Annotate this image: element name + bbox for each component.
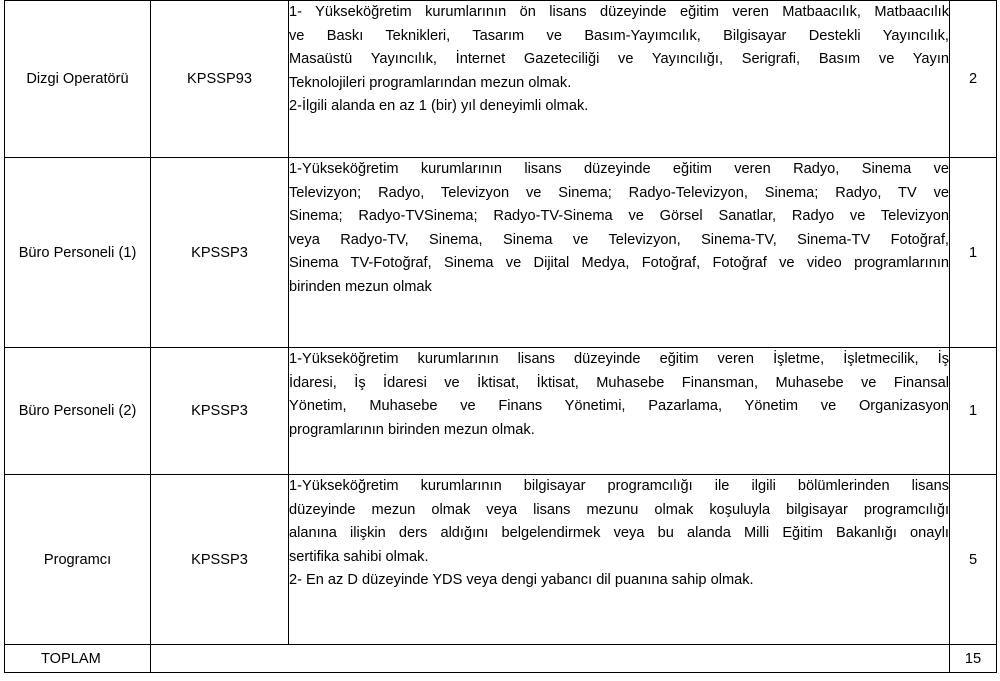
- requirement-line: Sinema TV-Fotoğraf, Sinema ve Dijital Medya, Fotoğraf, Fotoğraf ve video programlarının: [289, 255, 949, 272]
- score-type: KPSSP3: [151, 475, 289, 645]
- total-label: TOPLAM: [5, 645, 151, 673]
- requirement-line: 1-Yükseköğretim kurumlarının bilgisayar programcılığı ile ilgili bölümlerinden lisans: [289, 478, 949, 494]
- position-title: Programcı: [5, 475, 151, 645]
- requirement-line: sertifika sahibi olmak.: [289, 548, 429, 565]
- requirement-line: Sinema; Radyo-TVSinema; Radyo-TV-Sinema ve Görsel Sanatlar, Radyo ve Televizyon: [289, 208, 949, 225]
- requirement-line: alanına ilişkin ders aldığını belgelendirmek veya bu alanda Milli Eğitim Bakanlığı onaylı: [289, 525, 949, 542]
- requirement-line: 1- Yükseköğretim kurumlarının ön lisans düzeyinde eğitim veren Matbaacılık, Matbaacılık: [289, 4, 949, 20]
- position-count: 1: [950, 158, 997, 348]
- total-empty-cell: [151, 645, 950, 673]
- requirement-line: veya Radyo-TV, Sinema, Sinema ve Televizyon, Sinema-TV, Sinema-TV Fotoğraf,: [289, 231, 949, 248]
- requirements: [289, 348, 950, 475]
- requirement-line: birinden mezun olmak: [289, 278, 432, 295]
- table-row: [5, 475, 997, 645]
- requirement-line: 2-İlgili alanda en az 1 (bir) yıl deneyimli olmak.: [289, 98, 589, 115]
- requirement-line: programlarının birinden mezun olmak.: [289, 421, 535, 438]
- requirement-line: Yönetim, Muhasebe ve Finans Yönetimi, Pazarlama, Yönetim ve Organizasyon: [289, 398, 949, 415]
- position-count: 2: [950, 1, 997, 158]
- requirement-line: ve Baskı Teknikleri, Tasarım ve Basım-Yayımcılık, Bilgisayar Destekli Yayıncılık,: [289, 27, 949, 44]
- position-count: 5: [950, 475, 997, 645]
- table-row: [5, 1, 997, 158]
- requirement-line: 2- En az D düzeyinde YDS veya dengi yabancı dil puanına sahip olmak.: [289, 572, 754, 589]
- requirement-line: 1-Yükseköğretim kurumlarının lisans düzeyinde eğitim veren İşletme, İşletmecilik, İş: [289, 351, 949, 367]
- position-title: Büro Personeli (1): [5, 158, 151, 348]
- total-value: 15: [950, 645, 997, 673]
- requirement-line: Teknolojileri programlarından mezun olmak.: [289, 74, 572, 91]
- position-title: Dizgi Operatörü: [5, 1, 151, 158]
- requirement-line: Masaüstü Yayıncılık, İnternet Gazeteciliği ve Yayıncılığı, Serigrafi, Basım ve Yayın: [289, 51, 949, 68]
- requirement-line: düzeyinde mezun olmak veya lisans mezunu olmak koşuluyla bilgisayar programcılığı: [289, 501, 949, 518]
- table-row: [5, 158, 997, 348]
- position-title: Büro Personeli (2): [5, 348, 151, 475]
- score-type: KPSSP93: [151, 1, 289, 158]
- total-row: [5, 645, 997, 673]
- requirements: [289, 1, 950, 158]
- staff-requirements-table: [4, 0, 997, 673]
- score-type: KPSSP3: [151, 158, 289, 348]
- requirements: [289, 158, 950, 348]
- requirement-line: 1-Yükseköğretim kurumlarının lisans düzeyinde eğitim veren Radyo, Sinema ve: [289, 161, 949, 177]
- requirements: [289, 475, 950, 645]
- position-count: 1: [950, 348, 997, 475]
- table-row: [5, 348, 997, 475]
- score-type: KPSSP3: [151, 348, 289, 475]
- requirement-line: Televizyon; Radyo, Televizyon ve Sinema; Radyo-Televizyon, Sinema; Radyo, TV ve: [289, 184, 949, 201]
- requirement-line: İdaresi, İş İdaresi ve İktisat, İktisat, Muhasebe Finansman, Muhasebe ve Finansal: [289, 374, 949, 391]
